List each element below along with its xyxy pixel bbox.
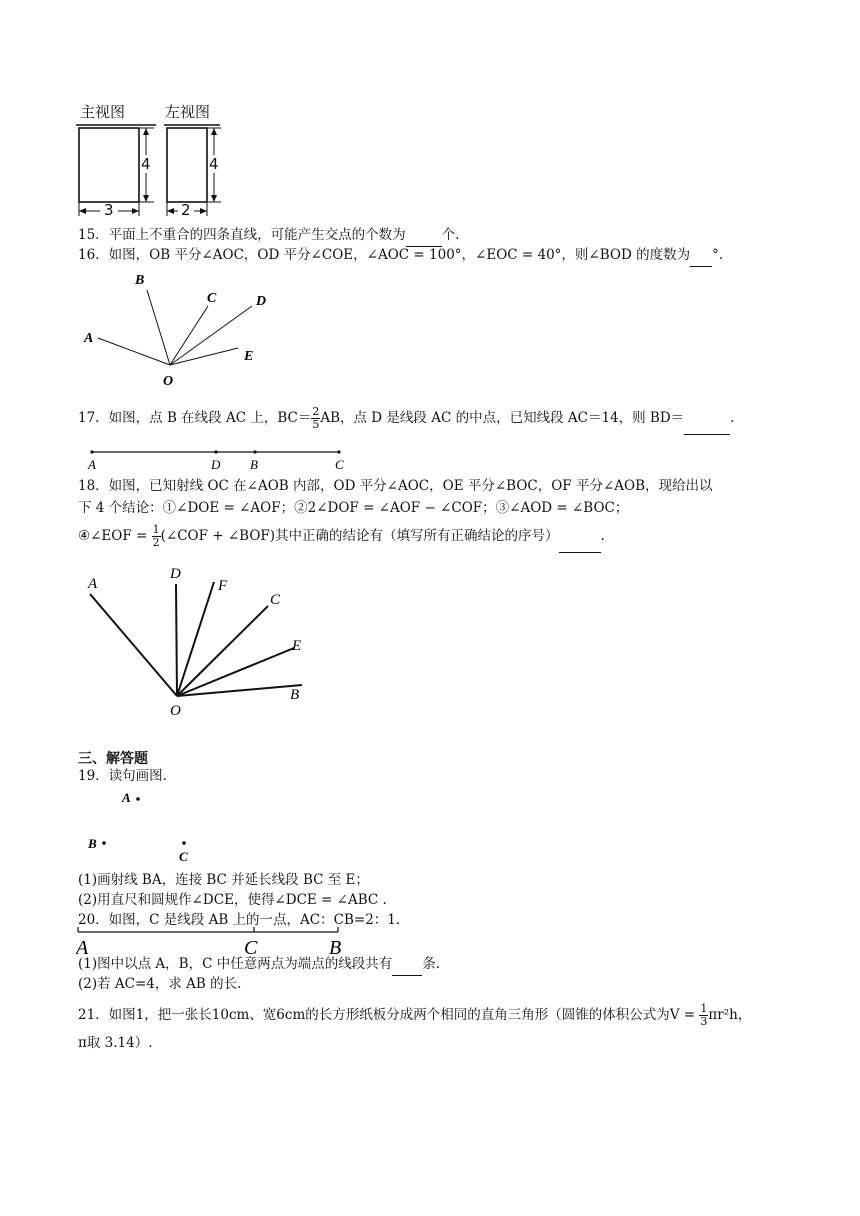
question-21-line2: π取 3.14）. bbox=[78, 1035, 153, 1051]
q19-points-figure bbox=[80, 788, 220, 868]
q18-label-a: A bbox=[88, 576, 98, 592]
q18-line3-middle: (∠COF + ∠BOF)其中正确的结论有（填写所有正确结论的序号） bbox=[160, 528, 559, 544]
q17-fraction-num: 2 bbox=[312, 405, 320, 418]
q17-segment-figure bbox=[84, 446, 354, 474]
q20-segment-figure bbox=[76, 926, 356, 958]
q19-item-2: (2)用直尺和圆规作∠DCE，使得∠DCE = ∠ABC . bbox=[78, 892, 387, 908]
q17-prefix: 17．如图，点 B 在线段 AC 上，BC＝ bbox=[78, 410, 312, 426]
q18-fraction bbox=[152, 524, 161, 549]
q18-answer-blank[interactable] bbox=[559, 524, 601, 553]
question-21-line1 bbox=[78, 1000, 751, 1030]
q20-answer-blank[interactable] bbox=[392, 957, 422, 976]
q16-label-c: C bbox=[207, 291, 217, 306]
q16-label-a: A bbox=[84, 331, 94, 346]
front-width-label: 3 bbox=[104, 201, 114, 219]
question-19-title: 19．读句画图. bbox=[78, 768, 167, 784]
left-height-label: 4 bbox=[209, 155, 219, 173]
q17-label-d: D bbox=[211, 457, 221, 472]
q18-label-b: B bbox=[290, 687, 300, 703]
q16-label-o: O bbox=[163, 374, 174, 389]
q19-label-a: A bbox=[122, 790, 131, 805]
q17-fraction-den: 5 bbox=[312, 418, 320, 431]
q20-item1-prefix: (1)图中以点 A，B，C 中任意两点为端点的线段共有 bbox=[78, 956, 393, 972]
q15-answer-blank[interactable] bbox=[406, 228, 442, 247]
q18-line3-suffix: . bbox=[600, 528, 605, 544]
question-15 bbox=[78, 226, 459, 247]
q20-item-2: (2)若 AC=4，求 AB 的长. bbox=[78, 976, 242, 992]
q15-suffix: 个. bbox=[441, 227, 460, 243]
question-18-line2: 下 4 个结论：①∠DOE = ∠AOF；②2∠DOF = ∠AOF − ∠COF；③∠AOD = ∠BOC； bbox=[78, 500, 629, 516]
q21-formula-tail: πr²h， bbox=[708, 1007, 752, 1023]
question-16 bbox=[78, 246, 723, 267]
q18-angle-figure bbox=[80, 562, 320, 722]
question-17 bbox=[78, 404, 734, 435]
question-18-line1: 18．如图，已知射线 OC 在∠AOB 内部，OD 平分∠AOC，OE 平分∠BOC，OF 平分∠AOB，现给出以 bbox=[78, 478, 713, 494]
q18-label-e: E bbox=[292, 638, 302, 654]
front-height-label: 4 bbox=[141, 155, 151, 173]
q19-label-b: B bbox=[88, 836, 97, 851]
q16-label-b: B bbox=[135, 273, 145, 288]
question-20-title: 20．如图，C 是线段 AB 上的一点，AC：CB=2：1. bbox=[78, 912, 401, 928]
q20-label-b: B bbox=[329, 937, 342, 958]
q18-label-o: O bbox=[170, 703, 181, 719]
q16-label-d: D bbox=[256, 294, 267, 309]
q17-label-c: C bbox=[335, 457, 344, 472]
q19-item-1: (1)画射线 BA，连接 BC 并延长线段 BC 至 E； bbox=[78, 872, 369, 888]
q17-suffix: . bbox=[730, 410, 735, 426]
front-view-title: 主视图 bbox=[80, 103, 126, 121]
q16-angle-figure bbox=[80, 268, 280, 390]
q18-line3-prefix: ④∠EOF = bbox=[78, 528, 152, 544]
section-3-title: 三、解答题 bbox=[78, 751, 148, 767]
q21-fraction-num: 1 bbox=[700, 1002, 708, 1015]
q17-fraction bbox=[311, 406, 320, 431]
q18-label-d: D bbox=[170, 566, 181, 582]
q18-fraction-den: 2 bbox=[152, 536, 160, 549]
q16-suffix: °. bbox=[712, 247, 724, 263]
left-view-title: 左视图 bbox=[165, 103, 211, 121]
q21-fraction-den: 3 bbox=[700, 1015, 708, 1028]
q17-middle: AB，点 D 是线段 AC 的中点，已知线段 AC＝14，则 BD＝ bbox=[320, 410, 685, 426]
q21-line1-text: 21．如图1，把一张长10cm、宽6cm的长方形纸板分成两个相同的直角三角形（圆锥的体积公式为V = bbox=[78, 1007, 700, 1023]
q20-label-c: C bbox=[244, 937, 258, 958]
question-18-line3 bbox=[78, 522, 605, 553]
left-width-label: 2 bbox=[181, 201, 191, 219]
q18-label-f: F bbox=[218, 578, 228, 594]
q17-answer-blank[interactable] bbox=[684, 406, 730, 435]
q17-label-b: B bbox=[250, 457, 258, 472]
q20-label-a: A bbox=[76, 937, 89, 958]
q20-item1-suffix: 条. bbox=[422, 956, 441, 972]
q16-text: 16．如图，OB 平分∠AOC，OD 平分∠COE，∠AOC = 100°，∠EOC = 40°，则∠BOD 的度数为 bbox=[78, 247, 691, 263]
q19-label-c: C bbox=[179, 849, 188, 864]
q17-label-a: A bbox=[88, 457, 96, 472]
q18-label-c: C bbox=[270, 592, 281, 608]
q20-item-1 bbox=[78, 955, 440, 976]
q16-answer-blank[interactable] bbox=[690, 248, 712, 267]
q16-label-e: E bbox=[244, 349, 254, 364]
q18-fraction-num: 1 bbox=[152, 523, 160, 536]
q15-text: 15．平面上不重合的四条直线，可能产生交点的个数为 bbox=[78, 227, 406, 243]
